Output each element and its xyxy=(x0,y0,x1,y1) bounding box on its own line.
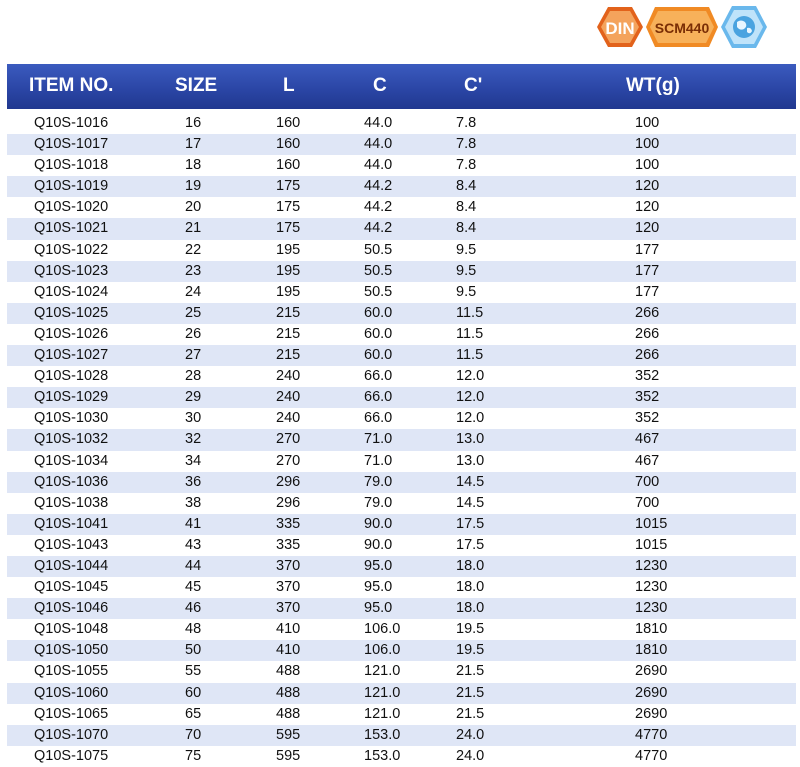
table-row xyxy=(7,345,796,366)
cell-l: 215 xyxy=(276,347,301,364)
cell-size: 70 xyxy=(185,726,202,743)
cell-size: 34 xyxy=(185,452,202,469)
cell-weight: 177 xyxy=(635,241,660,258)
cell-c-prime: 21.5 xyxy=(456,684,485,701)
din-badge xyxy=(596,6,644,48)
cell-size: 45 xyxy=(185,579,202,596)
cell-size: 28 xyxy=(185,368,202,385)
cell-item-no: Q10S-1025 xyxy=(34,304,109,321)
cell-c: 90.0 xyxy=(364,515,393,532)
cell-c: 121.0 xyxy=(364,684,401,701)
cell-item-no: Q10S-1029 xyxy=(34,389,109,406)
cell-c: 106.0 xyxy=(364,642,401,659)
table-row xyxy=(7,451,796,472)
cell-weight: 4770 xyxy=(635,747,668,764)
cell-l: 370 xyxy=(276,600,301,617)
table-row xyxy=(7,218,796,239)
cell-c: 95.0 xyxy=(364,600,393,617)
table-row xyxy=(7,472,796,493)
cell-c: 153.0 xyxy=(364,726,401,743)
cell-c: 50.5 xyxy=(364,262,393,279)
cell-l: 240 xyxy=(276,410,301,427)
cell-l: 335 xyxy=(276,536,301,553)
cell-l: 240 xyxy=(276,368,301,385)
table-row xyxy=(7,387,796,408)
cell-item-no: Q10S-1019 xyxy=(34,178,109,195)
cell-item-no: Q10S-1017 xyxy=(34,136,109,153)
cell-size: 20 xyxy=(185,199,202,216)
cell-item-no: Q10S-1060 xyxy=(34,684,109,701)
cell-item-no: Q10S-1026 xyxy=(34,325,109,342)
table-row xyxy=(7,197,796,218)
cell-c-prime: 11.5 xyxy=(456,304,484,321)
cell-weight: 100 xyxy=(635,115,660,131)
cell-c-prime: 12.0 xyxy=(456,368,485,385)
cell-weight: 1230 xyxy=(635,600,668,617)
scm440-badge xyxy=(645,6,719,48)
scm440-label: SCM440 xyxy=(654,20,710,36)
cell-weight: 177 xyxy=(635,283,660,300)
cell-c-prime: 7.8 xyxy=(456,136,477,153)
cell-c-prime: 9.5 xyxy=(456,283,477,300)
cell-weight: 100 xyxy=(635,136,660,153)
cell-item-no: Q10S-1041 xyxy=(34,515,109,532)
cell-c-prime: 13.0 xyxy=(456,452,485,469)
cell-size: 46 xyxy=(185,600,202,617)
cell-l: 160 xyxy=(276,157,301,174)
cell-c-prime: 18.0 xyxy=(456,579,485,596)
cell-c: 95.0 xyxy=(364,579,393,596)
cell-item-no: Q10S-1027 xyxy=(34,347,109,364)
cell-c-prime: 8.4 xyxy=(456,178,477,195)
cell-c-prime: 12.0 xyxy=(456,410,485,427)
table-row xyxy=(7,556,796,577)
table-row xyxy=(7,746,796,767)
table-row xyxy=(7,324,796,345)
cell-l: 195 xyxy=(276,241,301,258)
table-row xyxy=(7,155,796,176)
cell-l: 215 xyxy=(276,325,301,342)
cell-size: 27 xyxy=(185,347,202,364)
cell-c-prime: 18.0 xyxy=(456,557,485,574)
cell-l: 595 xyxy=(276,726,301,743)
cell-size: 41 xyxy=(185,515,202,532)
cell-item-no: Q10S-1030 xyxy=(34,410,109,427)
cell-weight: 352 xyxy=(635,368,660,385)
cell-c-prime: 12.0 xyxy=(456,389,485,406)
header-size: SIZE xyxy=(175,75,218,96)
cell-weight: 266 xyxy=(635,325,660,342)
table-row xyxy=(7,725,796,746)
cell-c: 71.0 xyxy=(364,431,393,448)
cell-c: 44.2 xyxy=(364,220,393,237)
cell-l: 335 xyxy=(276,515,301,532)
table-row xyxy=(7,113,796,134)
cell-weight: 352 xyxy=(635,389,660,406)
cell-weight: 700 xyxy=(635,494,660,511)
cell-c-prime: 21.5 xyxy=(456,705,485,722)
cell-item-no: Q10S-1050 xyxy=(34,642,109,659)
cell-c-prime: 24.0 xyxy=(456,726,485,743)
table-row xyxy=(7,240,796,261)
cell-c-prime: 18.0 xyxy=(456,600,485,617)
cell-c-prime: 19.5 xyxy=(456,621,485,638)
table-row xyxy=(7,661,796,682)
cell-l: 160 xyxy=(276,115,301,131)
cell-c: 95.0 xyxy=(364,557,393,574)
cell-c: 90.0 xyxy=(364,536,393,553)
header-weight: WT(g) xyxy=(626,75,680,96)
cell-item-no: Q10S-1046 xyxy=(34,600,109,617)
cell-size: 36 xyxy=(185,473,202,490)
cell-item-no: Q10S-1034 xyxy=(34,452,109,469)
cell-c-prime: 9.5 xyxy=(456,241,477,258)
cell-c: 66.0 xyxy=(364,368,393,385)
cell-c: 71.0 xyxy=(364,452,393,469)
header-item-no: ITEM NO. xyxy=(29,75,114,96)
cell-weight: 266 xyxy=(635,304,660,321)
table-row xyxy=(7,640,796,661)
table-row xyxy=(7,261,796,282)
table-row xyxy=(7,366,796,387)
cell-item-no: Q10S-1022 xyxy=(34,241,109,258)
cell-size: 30 xyxy=(185,410,202,427)
cell-c-prime: 7.8 xyxy=(456,115,477,131)
cell-size: 60 xyxy=(185,684,202,701)
cell-weight: 1810 xyxy=(635,621,668,638)
cell-weight: 352 xyxy=(635,410,660,427)
cell-weight: 1015 xyxy=(635,515,668,532)
table-row xyxy=(7,408,796,429)
cell-item-no: Q10S-1024 xyxy=(34,283,109,300)
cell-size: 22 xyxy=(185,241,202,258)
cell-size: 65 xyxy=(185,705,202,722)
cell-c: 79.0 xyxy=(364,473,393,490)
cell-c: 50.5 xyxy=(364,241,393,258)
cell-c: 44.2 xyxy=(364,199,393,216)
cell-c: 79.0 xyxy=(364,494,393,511)
table-row xyxy=(7,704,796,725)
cell-item-no: Q10S-1045 xyxy=(34,579,109,596)
cell-item-no: Q10S-1023 xyxy=(34,262,109,279)
cell-weight: 700 xyxy=(635,473,660,490)
cell-size: 17 xyxy=(185,136,202,153)
cell-item-no: Q10S-1018 xyxy=(34,157,109,174)
cell-c-prime: 17.5 xyxy=(456,536,485,553)
cell-c: 121.0 xyxy=(364,705,401,722)
cell-size: 19 xyxy=(185,178,202,195)
table-row xyxy=(7,683,796,704)
cell-size: 55 xyxy=(185,663,202,680)
cell-l: 175 xyxy=(276,220,301,237)
cell-weight: 467 xyxy=(635,452,660,469)
cell-c-prime: 11.5 xyxy=(456,325,484,342)
table-row xyxy=(7,619,796,640)
cell-weight: 266 xyxy=(635,347,660,364)
cell-l: 595 xyxy=(276,747,301,764)
cell-weight: 177 xyxy=(635,262,660,279)
cell-weight: 1015 xyxy=(635,536,668,553)
header-l: L xyxy=(283,75,295,96)
cell-l: 160 xyxy=(276,136,301,153)
cell-size: 24 xyxy=(185,283,202,300)
cell-c: 60.0 xyxy=(364,304,393,321)
cell-item-no: Q10S-1028 xyxy=(34,368,109,385)
cell-item-no: Q10S-1070 xyxy=(34,726,109,743)
table-row xyxy=(7,282,796,303)
cell-weight: 120 xyxy=(635,220,660,237)
cell-weight: 120 xyxy=(635,178,660,195)
cell-c-prime: 8.4 xyxy=(456,220,477,237)
cell-size: 25 xyxy=(185,304,202,321)
cell-item-no: Q10S-1043 xyxy=(34,536,109,553)
cell-c-prime: 13.0 xyxy=(456,431,485,448)
cell-size: 23 xyxy=(185,262,202,279)
cell-l: 270 xyxy=(276,431,301,448)
cell-c: 66.0 xyxy=(364,389,393,406)
cell-c: 60.0 xyxy=(364,325,393,342)
cell-weight: 1810 xyxy=(635,642,668,659)
cell-item-no: Q10S-1016 xyxy=(34,115,109,131)
cell-item-no: Q10S-1021 xyxy=(34,220,109,237)
cell-c: 44.0 xyxy=(364,115,393,131)
cell-l: 175 xyxy=(276,178,301,195)
cell-item-no: Q10S-1038 xyxy=(34,494,109,511)
cell-l: 215 xyxy=(276,304,301,321)
header-c-prime: C' xyxy=(464,75,483,96)
cell-c-prime: 11.5 xyxy=(456,347,484,364)
cell-c: 50.5 xyxy=(364,283,393,300)
cell-c-prime: 9.5 xyxy=(456,262,477,279)
globe-badge-icon xyxy=(720,4,768,50)
cell-weight: 120 xyxy=(635,199,660,216)
cell-size: 43 xyxy=(185,536,202,553)
table-row xyxy=(7,429,796,450)
cell-weight: 1230 xyxy=(635,579,668,596)
cell-weight: 4770 xyxy=(635,726,668,743)
table-row xyxy=(7,535,796,556)
cell-size: 16 xyxy=(185,115,202,131)
cell-weight: 467 xyxy=(635,431,660,448)
cell-l: 270 xyxy=(276,452,301,469)
table-header xyxy=(7,64,796,109)
header-c: C xyxy=(373,75,387,96)
cell-l: 410 xyxy=(276,621,301,638)
cell-weight: 2690 xyxy=(635,684,668,701)
cell-c: 66.0 xyxy=(364,410,393,427)
cell-size: 44 xyxy=(185,557,202,574)
cell-c: 44.0 xyxy=(364,157,393,174)
cell-item-no: Q10S-1036 xyxy=(34,473,109,490)
cell-item-no: Q10S-1048 xyxy=(34,621,109,638)
cell-size: 50 xyxy=(185,642,202,659)
cell-c-prime: 24.0 xyxy=(456,747,485,764)
cell-weight: 1230 xyxy=(635,557,668,574)
cell-item-no: Q10S-1065 xyxy=(34,705,109,722)
cell-size: 32 xyxy=(185,431,202,448)
cell-c-prime: 14.5 xyxy=(456,473,485,490)
cell-weight: 2690 xyxy=(635,705,668,722)
cell-c-prime: 8.4 xyxy=(456,199,477,216)
cell-size: 48 xyxy=(185,621,202,638)
cell-c: 153.0 xyxy=(364,747,401,764)
cell-l: 370 xyxy=(276,557,301,574)
cell-item-no: Q10S-1044 xyxy=(34,557,109,574)
cell-size: 38 xyxy=(185,494,202,511)
cell-weight: 100 xyxy=(635,157,660,174)
cell-size: 75 xyxy=(185,747,202,764)
cell-c: 44.0 xyxy=(364,136,393,153)
table-row xyxy=(7,493,796,514)
table-row xyxy=(7,134,796,155)
cell-l: 296 xyxy=(276,494,301,511)
cell-size: 29 xyxy=(185,389,202,406)
table-row xyxy=(7,303,796,324)
cell-weight: 2690 xyxy=(635,663,668,680)
cell-item-no: Q10S-1032 xyxy=(34,431,109,448)
cell-c-prime: 21.5 xyxy=(456,663,485,680)
cell-l: 488 xyxy=(276,663,301,680)
certification-badges xyxy=(594,4,800,48)
cell-l: 488 xyxy=(276,705,301,722)
cell-size: 21 xyxy=(185,220,202,237)
table-row xyxy=(7,176,796,197)
cell-size: 18 xyxy=(185,157,202,174)
cell-l: 410 xyxy=(276,642,301,659)
cell-c: 121.0 xyxy=(364,663,401,680)
cell-l: 488 xyxy=(276,684,301,701)
cell-c: 106.0 xyxy=(364,621,401,638)
cell-item-no: Q10S-1020 xyxy=(34,199,109,216)
cell-item-no: Q10S-1075 xyxy=(34,747,109,764)
specification-table xyxy=(7,64,796,767)
cell-l: 195 xyxy=(276,283,301,300)
table-row xyxy=(7,598,796,619)
table-row xyxy=(7,514,796,535)
cell-size: 26 xyxy=(185,325,202,342)
cell-l: 296 xyxy=(276,473,301,490)
din-label: DIN xyxy=(605,19,635,38)
cell-l: 240 xyxy=(276,389,301,406)
cell-c-prime: 19.5 xyxy=(456,642,485,659)
cell-l: 175 xyxy=(276,199,301,216)
cell-c-prime: 14.5 xyxy=(456,494,485,511)
cell-item-no: Q10S-1055 xyxy=(34,663,109,680)
cell-l: 370 xyxy=(276,579,301,596)
cell-c-prime: 7.8 xyxy=(456,157,477,174)
table-row xyxy=(7,577,796,598)
cell-c-prime: 17.5 xyxy=(456,515,485,532)
cell-l: 195 xyxy=(276,262,301,279)
cell-c: 60.0 xyxy=(364,347,393,364)
cell-c: 44.2 xyxy=(364,178,393,195)
table-body xyxy=(7,113,796,767)
